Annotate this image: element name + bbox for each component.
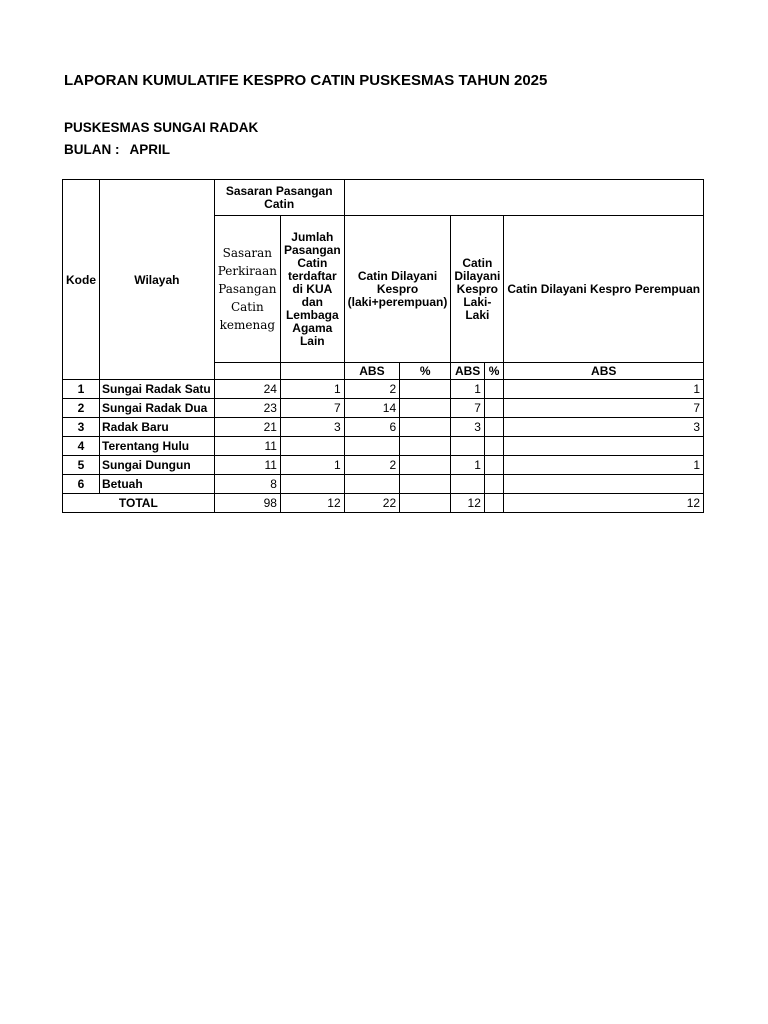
header-group-blank <box>344 180 703 216</box>
puskesmas-name: PUSKESMAS SUNGAI RADAK <box>64 120 259 135</box>
total-laki-abs: 12 <box>451 494 485 513</box>
cell-sasaran: 21 <box>214 418 280 437</box>
cell-kode: 1 <box>63 380 100 399</box>
table-row <box>63 475 704 494</box>
table-row <box>63 437 704 456</box>
cell-total-abs: 6 <box>344 418 400 437</box>
cell-kode: 4 <box>63 437 100 456</box>
cell-total-pct <box>400 456 451 475</box>
bulan-line <box>64 142 170 157</box>
cell-total-abs: 14 <box>344 399 400 418</box>
total-total-abs: 22 <box>344 494 400 513</box>
cell-laki-pct <box>484 475 503 494</box>
header-jumlah-blank <box>280 363 344 380</box>
header-jumlah-pasangan: Jumlah Pasangan Catin terdaftar di KUA dan Lembaga Agama Lain <box>280 216 344 363</box>
header-sasaran-blank <box>214 363 280 380</box>
cell-laki-abs: 3 <box>451 418 485 437</box>
cell-wilayah: Sungai Radak Dua <box>100 399 215 418</box>
cell-jumlah <box>280 437 344 456</box>
header-laki-abs: ABS <box>451 363 485 380</box>
header-dilayani-laki: Catin Dilayani Kespro Laki-Laki <box>451 216 504 363</box>
cell-wilayah: Sungai Radak Satu <box>100 380 215 399</box>
cell-total-abs: 2 <box>344 380 400 399</box>
table-row <box>63 399 704 418</box>
header-total-pct: % <box>400 363 451 380</box>
total-laki-pct <box>484 494 503 513</box>
cell-perempuan-abs <box>504 437 704 456</box>
cell-laki-abs: 7 <box>451 399 485 418</box>
cell-perempuan-abs <box>504 475 704 494</box>
cell-sasaran: 11 <box>214 456 280 475</box>
cell-perempuan-abs: 1 <box>504 380 704 399</box>
header-perempuan-abs: ABS <box>504 363 704 380</box>
total-sasaran: 98 <box>214 494 280 513</box>
table-row <box>63 456 704 475</box>
cell-sasaran: 8 <box>214 475 280 494</box>
cell-laki-abs <box>451 437 485 456</box>
report-title: LAPORAN KUMULATIFE KESPRO CATIN PUSKESMAS TAHUN 2025 <box>64 72 548 89</box>
cell-laki-pct <box>484 437 503 456</box>
total-label: TOTAL <box>63 494 215 513</box>
total-row <box>63 494 704 513</box>
cell-laki-pct <box>484 456 503 475</box>
cell-total-pct <box>400 418 451 437</box>
cell-kode: 2 <box>63 399 100 418</box>
header-wilayah: Wilayah <box>100 180 215 380</box>
cell-kode: 3 <box>63 418 100 437</box>
cell-kode: 5 <box>63 456 100 475</box>
cell-total-abs: 2 <box>344 456 400 475</box>
cell-kode: 6 <box>63 475 100 494</box>
header-total-abs: ABS <box>344 363 400 380</box>
cell-total-pct <box>400 475 451 494</box>
cell-total-pct <box>400 399 451 418</box>
report-table <box>62 179 704 513</box>
report-table-wrapper <box>62 179 701 523</box>
header-group-sasaran: Sasaran Pasangan Catin <box>214 180 344 216</box>
header-kode: Kode <box>63 180 100 380</box>
cell-wilayah: Sungai Dungun <box>100 456 215 475</box>
header-dilayani-perempuan: Catin Dilayani Kespro Perempuan <box>504 216 704 363</box>
cell-total-pct <box>400 437 451 456</box>
header-dilayani-total: Catin Dilayani Kespro (laki+perempuan) <box>344 216 451 363</box>
cell-jumlah: 7 <box>280 399 344 418</box>
cell-laki-abs: 1 <box>451 380 485 399</box>
cell-laki-abs <box>451 475 485 494</box>
cell-total-abs <box>344 437 400 456</box>
cell-jumlah: 1 <box>280 380 344 399</box>
cell-wilayah: Radak Baru <box>100 418 215 437</box>
total-jumlah: 12 <box>280 494 344 513</box>
cell-sasaran: 24 <box>214 380 280 399</box>
cell-jumlah: 3 <box>280 418 344 437</box>
cell-laki-pct <box>484 380 503 399</box>
table-row <box>63 418 704 437</box>
cell-laki-pct <box>484 399 503 418</box>
total-total-pct <box>400 494 451 513</box>
cell-total-pct <box>400 380 451 399</box>
cell-jumlah <box>280 475 344 494</box>
cell-sasaran: 11 <box>214 437 280 456</box>
cell-perempuan-abs: 1 <box>504 456 704 475</box>
cell-total-abs <box>344 475 400 494</box>
bulan-label: BULAN : <box>64 142 120 157</box>
bulan-value: APRIL <box>129 142 170 157</box>
cell-laki-pct <box>484 418 503 437</box>
total-perempuan-abs: 12 <box>504 494 704 513</box>
cell-sasaran: 23 <box>214 399 280 418</box>
table-row <box>63 380 704 399</box>
cell-wilayah: Betuah <box>100 475 215 494</box>
header-sasaran-perkiraan: Sasaran Perkiraan Pasangan Catin kemenag <box>214 216 280 363</box>
cell-perempuan-abs: 3 <box>504 418 704 437</box>
cell-perempuan-abs: 7 <box>504 399 704 418</box>
cell-wilayah: Terentang Hulu <box>100 437 215 456</box>
header-laki-pct: % <box>484 363 503 380</box>
cell-laki-abs: 1 <box>451 456 485 475</box>
cell-jumlah: 1 <box>280 456 344 475</box>
